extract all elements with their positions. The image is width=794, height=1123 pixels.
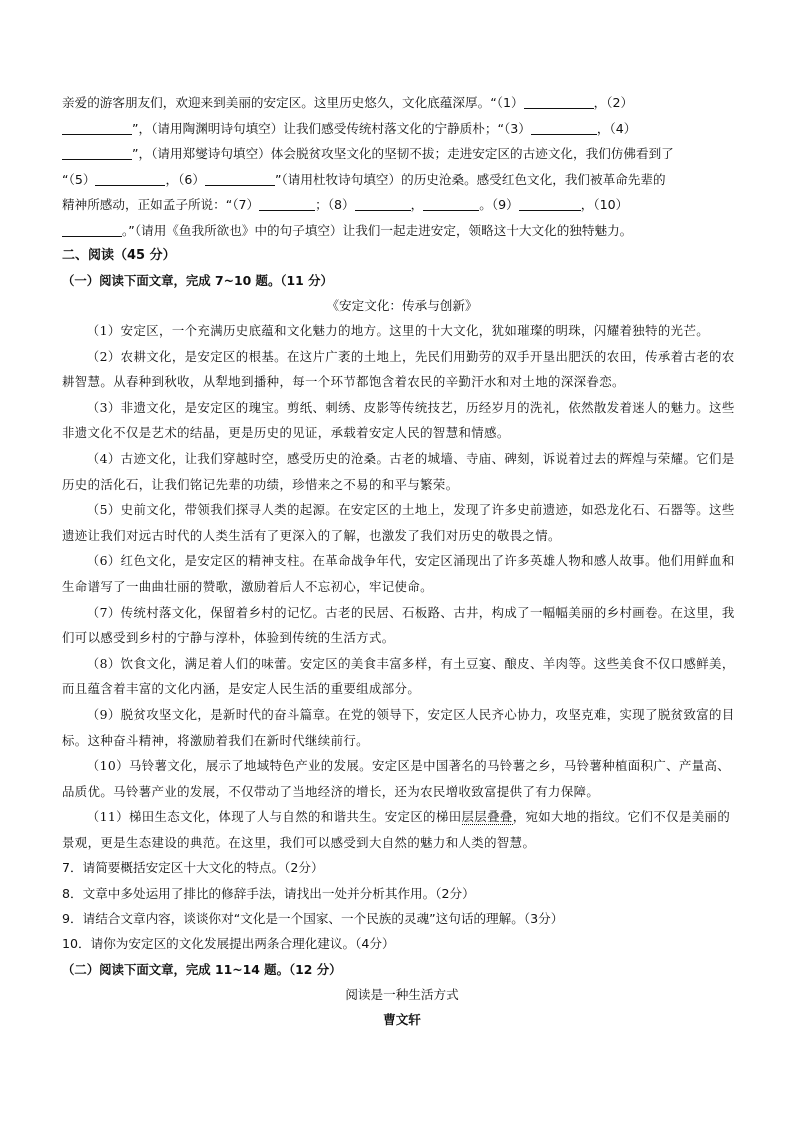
article-paragraph: （2）农耕文化，是安定区的根基。在这片广袤的土地上，先民们用勤劳的双手开垦出肥沃的农田，传承着古老的农耕智慧。从春种到秋收，从犁地到播种，每一个环节都饱含着农民的辛勤汗水和对土地的深深眷恋。: [62, 348, 735, 390]
blank-2[interactable]: [62, 120, 132, 135]
intro-text: ；（8）: [315, 197, 355, 212]
intro-text: ，（4）: [596, 120, 637, 136]
question-10: 10．请你为安定区的文化发展提出两条合理化建议。（4分）: [62, 936, 395, 952]
intro-text: 。（9）: [479, 197, 519, 212]
intro-text: 亲爱的游客朋友们，欢迎来到美丽的安定区。这里历史悠久，文化底蕴深厚。“（1）: [62, 95, 524, 110]
article-title: 《安定文化：传承与创新》: [326, 298, 478, 313]
emphasized-phrase: 层层叠叠: [461, 809, 513, 825]
question-8: 8．文章中多处运用了排比的修辞手法，请找出一处并分析其作用。（2分）: [62, 885, 475, 901]
part2-heading: （二）阅读下面文章，完成 11~14 题。（12 分）: [62, 961, 342, 977]
blank-4[interactable]: [62, 145, 132, 160]
article-paragraph: （9）脱贫攻坚文化，是新时代的奋斗篇章。在党的领导下，安定区人民齐心协力，攻坚克难，实现了脱贫致富的目标。这种奋斗精神，将激励着我们在新时代继续前行。: [62, 706, 735, 748]
article-paragraph: （1）安定区，一个充满历史底蕴和文化魅力的地方。这里的十大文化，犹如璀璨的明珠，闪耀着独特的光芒。: [86, 323, 710, 338]
blank-7[interactable]: [259, 196, 315, 211]
intro-line-4: [62, 167, 742, 193]
blank-8a[interactable]: [355, 196, 411, 211]
blank-9[interactable]: [519, 196, 581, 211]
intro-line-3: [62, 141, 742, 167]
paragraph-text: ，宛如大地的指纹。它们不仅是美丽的景观，更是生态建设的典范。在这里，我们可以感受到大自然的魅力和人类的智慧。: [62, 809, 731, 850]
blank-5[interactable]: [95, 171, 165, 186]
intro-text: ”（请用杜牧诗句填空）的历史沧桑。感受红色文化，我们被革命先辈的: [274, 171, 666, 187]
question-list: [62, 855, 742, 956]
exam-page: [62, 90, 742, 1032]
section-heading: 二、阅读（45 分）: [62, 248, 176, 263]
article2-author: 曹文轩: [383, 1011, 421, 1027]
article-paragraph: （3）非遗文化，是安定区的瑰宝。剪纸、刺绣、皮影等传统技艺，历经岁月的洗礼，依然散发着迷人的魅力。这些非遗文化不仅是艺术的结晶，更是历史的见证，承载着安定人民的智慧和情感。: [62, 399, 735, 441]
part1-heading: （一）阅读下面文章，完成 7~10 题。（11 分）: [62, 273, 333, 288]
intro-text: ，（6）: [165, 171, 205, 187]
intro-text: ”，（请用郑燮诗句填空）体会脱贫攻坚文化的坚韧不拔；走进安定区的古迹文化，我们仿佛看到了: [132, 146, 674, 161]
intro-line-1: [62, 90, 742, 116]
article-paragraph: （5）史前文化，带领我们探寻人类的起源。在安定区的土地上，发现了许多史前遗迹，如恐龙化石、石器等。这些遗迹让我们对远古时代的人类生活有了更深入的了解，也激发了我们对历史的敬畏之情。: [62, 502, 735, 543]
blank-6[interactable]: [205, 171, 275, 186]
article-paragraph: （8）饮食文化，满足着人们的味蕾。安定区的美食丰富多样，有土豆宴、酿皮、羊肉等。这些美食不仅口感鲜美，而且蕴含着丰富的文化内涵，是安定人民生活的重要组成部分。: [62, 655, 735, 697]
intro-line-2: [62, 116, 742, 142]
blank-10[interactable]: [62, 222, 122, 237]
article-body: [62, 318, 742, 855]
intro-text: ”，（请用陶渊明诗句填空）让我们感受传统村落文化的宁静质朴；“（3）: [132, 120, 531, 136]
intro-text: 精神所感动，正如孟子所说：“（7）: [62, 197, 260, 212]
intro-text: ，（10）: [580, 197, 629, 212]
article-paragraph-11: [62, 804, 742, 855]
paragraph-text: （11）梯田生态文化，体现了人与自然的和谐共生。安定区的梯田: [86, 809, 462, 825]
intro-text: “（5）: [62, 171, 96, 187]
intro-text: 。”（请用《鱼我所欲也》中的句子填空）让我们一起走进安定，领略这十大文化的独特魅力。: [122, 222, 633, 238]
blank-1[interactable]: [524, 94, 594, 109]
question-7: 7．请简要概括安定区十大文化的特点。（2分）: [62, 860, 324, 876]
intro-line-6: [62, 218, 742, 244]
intro-text: ，: [410, 197, 424, 212]
intro-line-5: [62, 192, 742, 218]
fill-in-passage: [62, 90, 742, 243]
intro-text: ，（2）: [593, 95, 634, 110]
question-9: 9．请结合文章内容，谈谈你对“文化是一个国家、一个民族的灵魂”这句话的理解。（3分）: [62, 911, 564, 927]
blank-8b[interactable]: [423, 196, 479, 211]
article-paragraph: （4）古迹文化，让我们穿越时空，感受历史的沧桑。古老的城墙、寺庙、碑刻，诉说着过去的辉煌与荣耀。它们是历史的活化石，让我们铭记先辈的功绩，珍惜来之不易的和平与繁荣。: [62, 450, 735, 492]
blank-3[interactable]: [531, 120, 597, 135]
article-paragraph: （6）红色文化，是安定区的精神支柱。在革命战争年代，安定区涌现出了许多英雄人物和感人故事。他们用鲜血和生命谱写了一曲曲壮丽的赞歌，激励着后人不忘初心，牢记使命。: [62, 553, 735, 594]
article-paragraph: （7）传统村落文化，保留着乡村的记忆。古老的民居、石板路、古井，构成了一幅幅美丽的乡村画卷。在这里，我们可以感受到乡村的宁静与淳朴，体验到传统的生活方式。: [62, 604, 735, 646]
article2-title: 阅读是一种生活方式: [345, 986, 459, 1002]
article-paragraph: （10）马铃薯文化，展示了地域特色产业的发展。安定区是中国著名的马铃薯之乡，马铃薯种植面积广、产量高、品质优。马铃薯产业的发展，不仅带动了当地经济的增长，还为农民增收致富提供了有力保障。: [62, 758, 731, 799]
